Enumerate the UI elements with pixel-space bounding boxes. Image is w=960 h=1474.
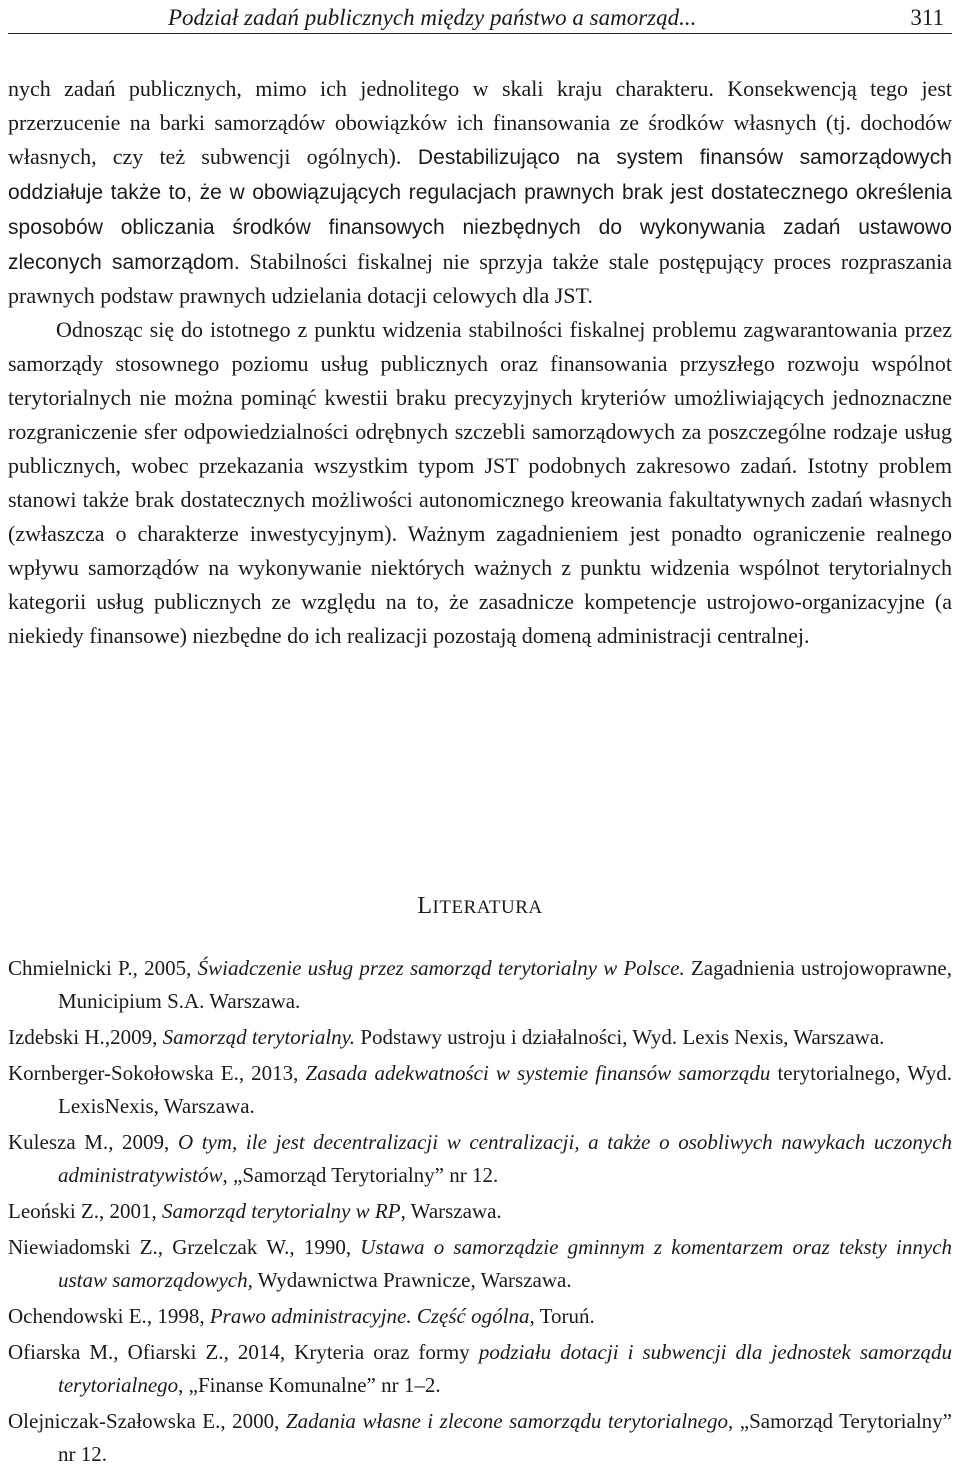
- reference-year: , 2009,: [108, 1130, 178, 1154]
- reference-title: O tym, ile jest decentralizacji w centralizacji, a także o osobliwych nawykach uczonych administratywistów: [58, 1130, 953, 1187]
- running-header: [8, 0, 952, 34]
- page-number: 311: [910, 5, 944, 30]
- reference-year: , 2013,: [238, 1061, 306, 1085]
- reference-item: [8, 1126, 952, 1192]
- reference-year: ,2009,: [104, 1025, 163, 1049]
- reference-list: [8, 952, 952, 1474]
- reference-item: [8, 1231, 952, 1297]
- reference-title: Samorząd terytorialny w RP: [161, 1199, 401, 1223]
- reference-item: [8, 1057, 952, 1123]
- section-heading: [0, 893, 960, 920]
- reference-item: [8, 1021, 952, 1054]
- paragraph-1: [8, 72, 952, 313]
- paragraph-2: Odnosząc się do istotnego z punktu widzenia stabilności fiskalnej problemu zagwarantowania przez samorządy stosownego poziomu usług publicznych oraz finansowania przyszłego rozwoju wspólnot terytorialnych nie można pominąć kwestii braku precyzyjnych kryteriów umożliwiających jednoznaczne rozgraniczenie sfer odpowiedzialności odrębnych szczebli samorządowych za poszczególne rodzaje usług publicznych, wobec przekazania wszystkim typom JST podobnych zakresowo zadań. Istotny problem stanowi także brak dostatecznych możliwości autonomicznego kreowania fakultatywnych zadań własnych (zwłaszcza o charakterze inwestycyjnym). Ważnym zagadnieniem jest ponadto ograniczenie realnego wpływu samorządów na wykonywanie niektórych ważnych z punktu widzenia wspólnot terytorialnych kategorii usług publicznych ze względu na to, że zasadnicze kompetencje ustrojowo-organizacyjne (a niekiedy finansowe) niezbędne do ich realizacji pozostają domeną administracji centralnej.: [8, 317, 952, 648]
- reference-author: Leoński Z.: [8, 1199, 99, 1223]
- body-text: [8, 72, 952, 652]
- reference-details: , „Samorząd Terytorialny” nr 12.: [222, 1163, 499, 1187]
- reference-title: Zadania własne i zlecone samorządu terytorialnego: [285, 1409, 728, 1433]
- reference-year: , 1990,: [289, 1235, 361, 1259]
- reference-details: terytorialnego, Wyd. LexisNexis, Warszawa.: [58, 1061, 953, 1118]
- reference-item: [8, 1195, 952, 1228]
- reference-title: Świadczenie usług przez samorząd terytorialny w Polsce.: [197, 956, 685, 980]
- reference-details: Zagadnienia ustrojowoprawne, Municipium S.A. Warszawa.: [58, 956, 953, 1013]
- section-heading-initial: L: [417, 893, 433, 919]
- reference-details: Podstawy ustroju i działalności, Wyd. Lexis Nexis, Warszawa.: [355, 1025, 885, 1049]
- paragraph-1-part-b: Destabilizująco na system finansów samorządowych oddziałuje także to, że w obowiązujących regulacjach prawnych brak jest dostatecznego określenia sposobów obliczania środków finansowych niezbędnych do wykonywania zadań ustawowo zleconych samorządom.: [8, 145, 952, 274]
- reference-author: Niewiadomski Z., Grzelczak W.: [8, 1235, 290, 1259]
- reference-item: [8, 952, 952, 1018]
- reference-author: Kulesza M.: [8, 1130, 109, 1154]
- reference-details: , „Finanse Komunalne” nr 1–2.: [178, 1373, 441, 1397]
- header-title: Podział zadań publicznych między państwo a samorząd...: [168, 5, 697, 30]
- reference-title: Samorząd terytorialny.: [162, 1025, 356, 1049]
- reference-year: , 2000,: [220, 1409, 286, 1433]
- reference-item: [8, 1405, 952, 1471]
- reference-year: , 2014, Kryteria oraz formy: [223, 1340, 479, 1364]
- reference-item: [8, 1300, 952, 1333]
- reference-author: Izdebski H.: [8, 1025, 105, 1049]
- reference-author: Olejniczak-Szałowska E.: [8, 1409, 221, 1433]
- reference-details: , „Samorząd Terytorialny” nr 12.: [58, 1409, 952, 1466]
- reference-details: , Toruń.: [529, 1304, 595, 1328]
- reference-author: Ochendowski E.: [8, 1304, 147, 1328]
- reference-item: [8, 1336, 952, 1402]
- section-heading-rest: ITERATURA: [432, 897, 543, 918]
- reference-title: Zasada adekwatności w systemie finansów samorządu: [305, 1061, 771, 1085]
- reference-year: , 2005,: [132, 956, 198, 980]
- reference-author: Kornberger-Sokołowska E.: [8, 1061, 239, 1085]
- reference-title: Prawo administracyjne. Część ogólna: [209, 1304, 530, 1328]
- reference-author: Ofiarska M., Ofiarski Z.: [8, 1340, 224, 1364]
- reference-year: , 2001,: [98, 1199, 162, 1223]
- paragraph-1-part-a: nych zadań publicznych, mimo ich jednolitego w skali kraju charakteru. Konsekwencją tego jest przerzucenie na barki samorządów obowiązków ich finansowania ze środków własnych (tj. dochodów własnych, czy też subwencji ogólnych).: [8, 76, 952, 169]
- paragraph-1-part-c: Stabilności fiskalnej nie sprzyja także stale postępujący proces rozpraszania prawnych podstaw prawnych udzielania dotacji celowych dla JST.: [8, 248, 952, 309]
- reference-details: , Warszawa.: [400, 1199, 502, 1223]
- reference-year: , 1998,: [146, 1304, 210, 1328]
- reference-details: Wydawnictwa Prawnicze, Warszawa.: [252, 1268, 572, 1292]
- reference-title: podziału dotacji i subwencji dla jednostek samorządu terytorialnego: [58, 1340, 953, 1397]
- reference-title: Ustawa o samorządzie gminnym z komentarzem oraz teksty innych ustaw samorządowych,: [58, 1235, 953, 1292]
- reference-author: Chmielnicki P.: [8, 956, 133, 980]
